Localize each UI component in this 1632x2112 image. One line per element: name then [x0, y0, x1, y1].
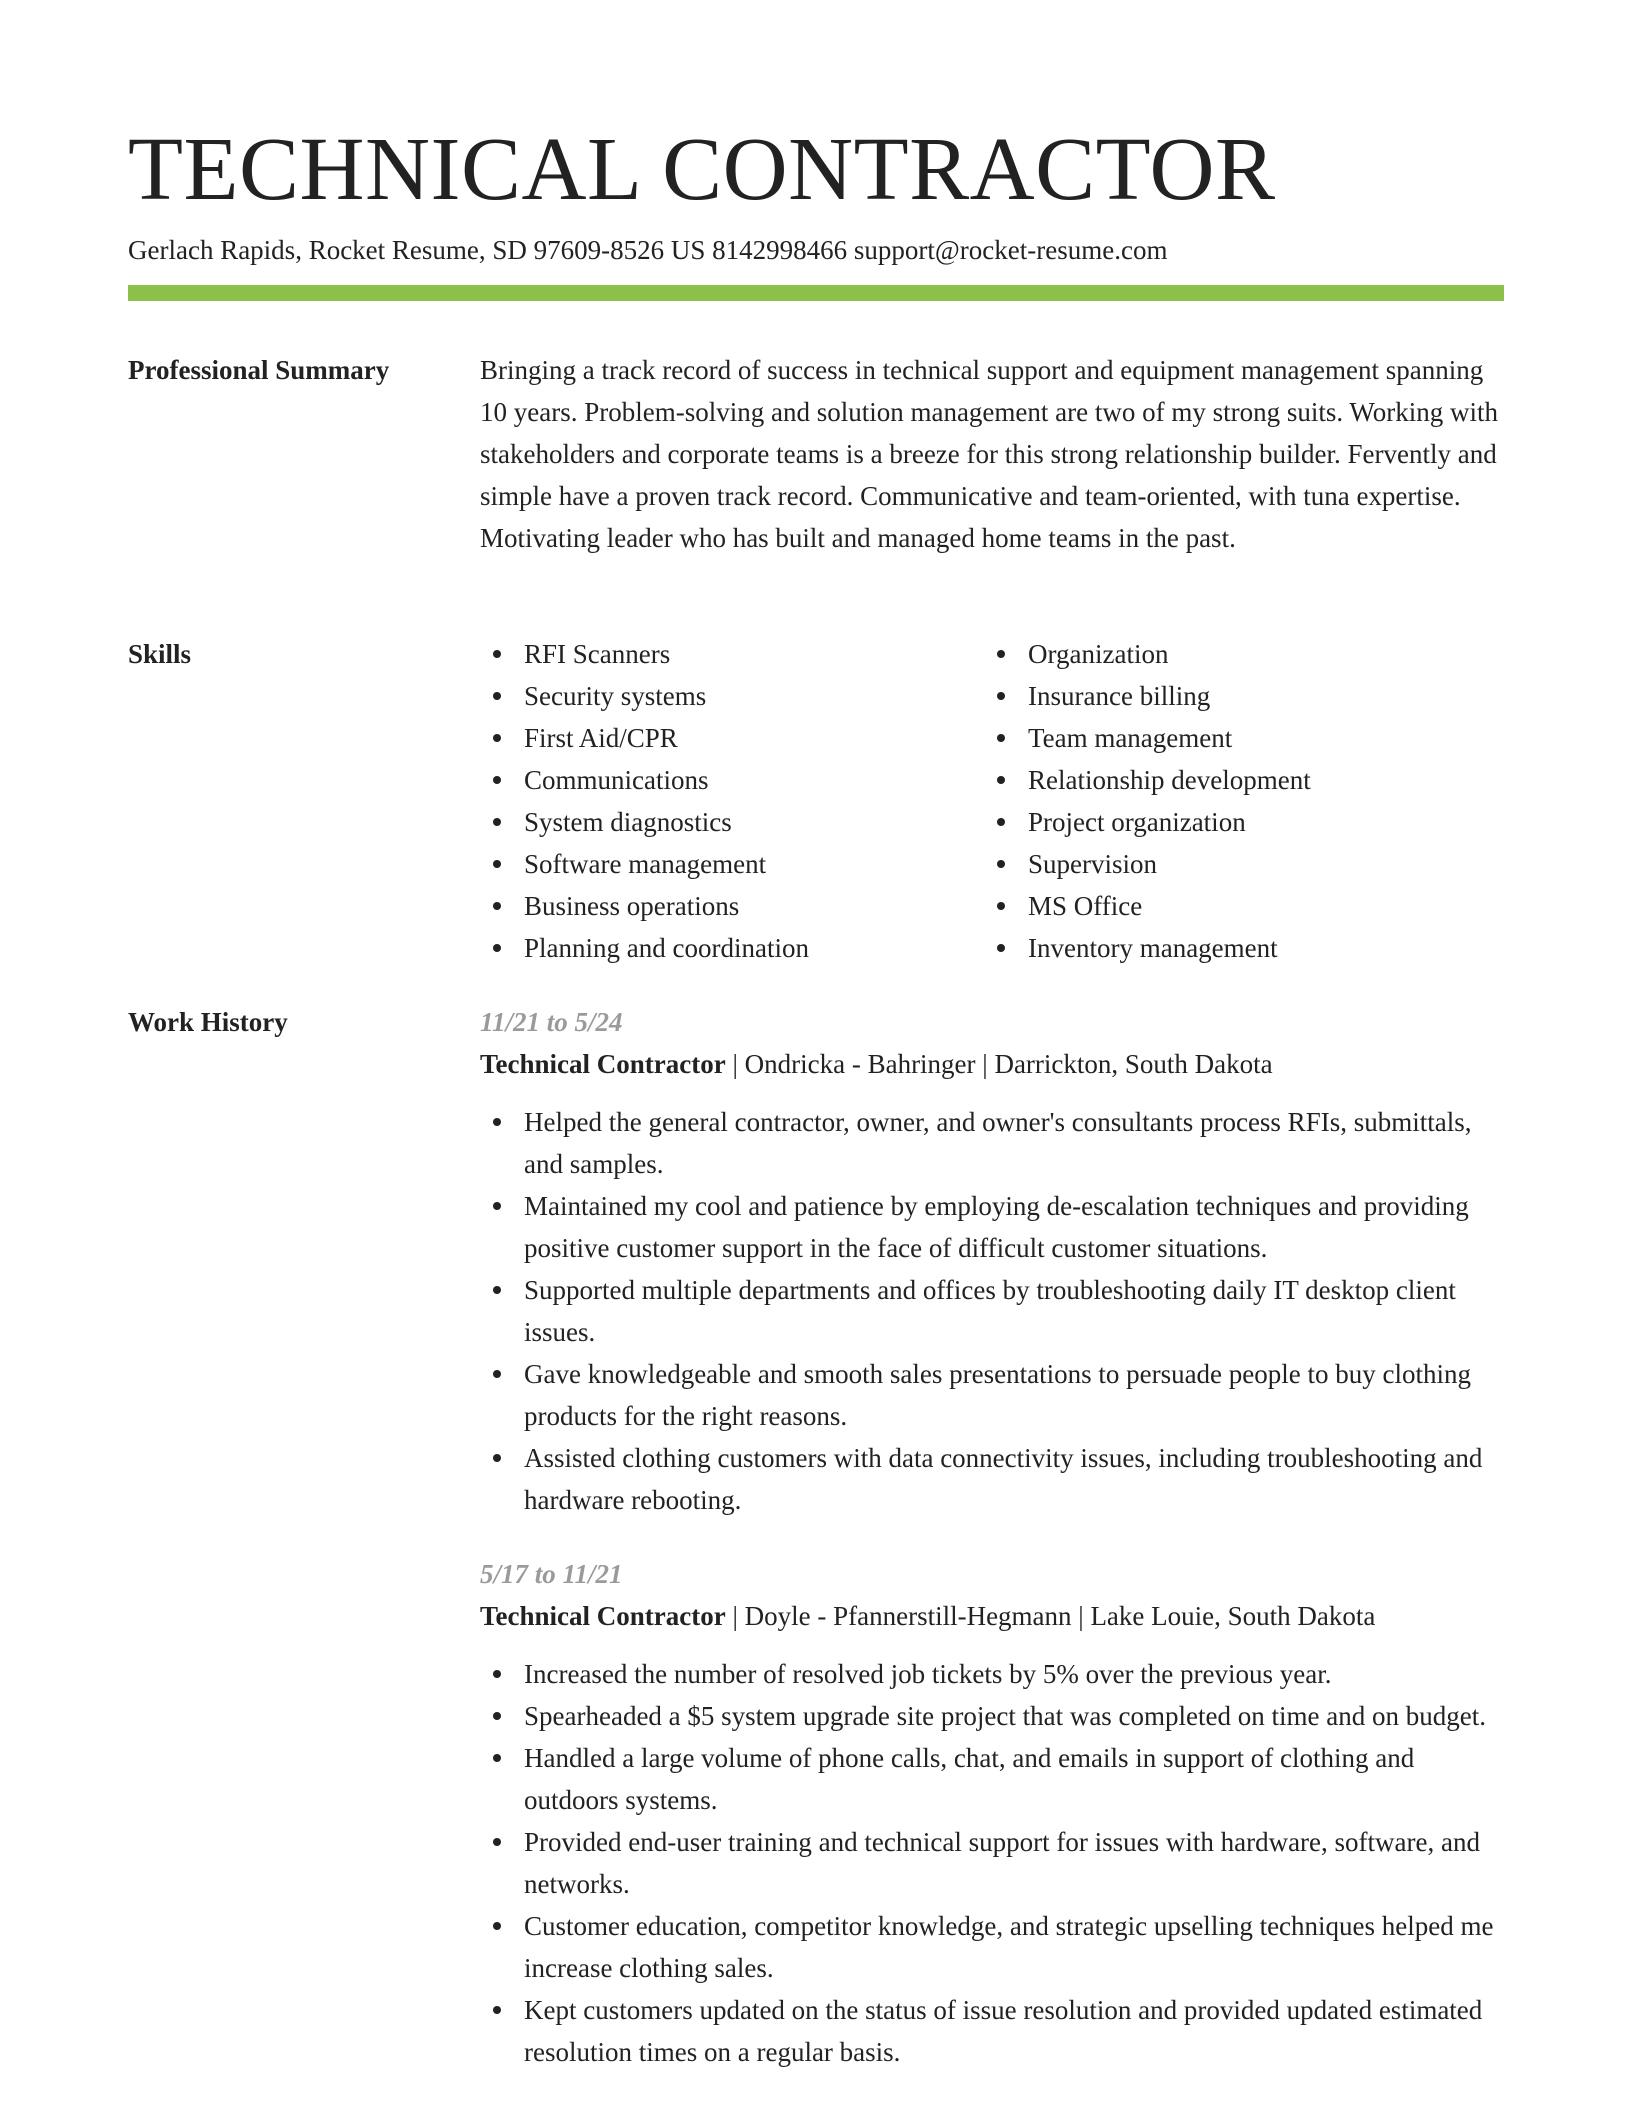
skill-item: Security systems [480, 675, 809, 717]
job-bullet: Customer education, competitor knowledge, and strategic upselling techniques helped me increase clothing sales. [480, 1905, 1504, 1989]
job-dates: 11/21 to 5/24 [480, 1007, 623, 1037]
job-heading [480, 1595, 1504, 1637]
skills-section [480, 633, 1504, 973]
job-bullet: Spearheaded a $5 system upgrade site project that was completed on time and on budget. [480, 1695, 1504, 1737]
job-bullet: Supported multiple departments and offices by troubleshooting daily IT desktop client issues. [480, 1269, 1504, 1353]
skills-list-right [984, 633, 1311, 969]
job-bullet: Kept customers updated on the status of issue resolution and provided updated estimated resolution times on a regular basis. [480, 1989, 1504, 2073]
job-bullet: Provided end-user training and technical support for issues with hardware, software, and networks. [480, 1821, 1504, 1905]
skill-item: System diagnostics [480, 801, 809, 843]
skill-item: Relationship development [984, 759, 1311, 801]
job-entry [480, 1001, 1504, 1521]
skill-item: Project organization [984, 801, 1311, 843]
header-accent-rule [128, 285, 1504, 301]
summary-text: Bringing a track record of success in technical support and equipment management spanning 10 years. Problem-solving and solution management are two of my strong suits. Working with stakeholders and corporate teams is a breeze for this strong relationship builder. Fervently and simple have a proven track record. Communicative and team-oriented, with tuna expertise. Motivating leader who has built and managed home teams in the past. [480, 355, 1498, 553]
job-bullet: Handled a large volume of phone calls, chat, and emails in support of clothing and outdoors systems. [480, 1737, 1504, 1821]
summary-label: Professional Summary [128, 355, 390, 385]
job-dates: 5/17 to 11/21 [480, 1559, 623, 1589]
job-title: Technical Contractor [480, 1049, 726, 1079]
skill-item: First Aid/CPR [480, 717, 809, 759]
skill-item: MS Office [984, 885, 1311, 927]
work-history-section [480, 1001, 1504, 2105]
summary-section [480, 349, 1504, 559]
skill-item: Business operations [480, 885, 809, 927]
skill-item: RFI Scanners [480, 633, 809, 675]
job-details: | Doyle - Pfannerstill-Hegmann | Lake Louie, South Dakota [725, 1601, 1376, 1631]
job-title: Technical Contractor [480, 1601, 726, 1631]
skill-item: Supervision [984, 843, 1311, 885]
skills-label: Skills [128, 639, 192, 669]
skill-item: Insurance billing [984, 675, 1311, 717]
skill-item: Planning and coordination [480, 927, 809, 969]
job-bullet: Helped the general contractor, owner, and owner's consultants process RFIs, submittals, and samples. [480, 1101, 1504, 1185]
job-bullet: Gave knowledgeable and smooth sales presentations to persuade people to buy clothing products for the right reasons. [480, 1353, 1504, 1437]
skill-item: Communications [480, 759, 809, 801]
skill-item: Organization [984, 633, 1311, 675]
work-history-label: Work History [128, 1007, 288, 1037]
job-heading [480, 1043, 1504, 1085]
skill-item: Team management [984, 717, 1311, 759]
job-bullet: Assisted clothing customers with data connectivity issues, including troubleshooting and hardware rebooting. [480, 1437, 1504, 1521]
skills-list-left [480, 633, 809, 969]
job-details: | Ondricka - Bahringer | Darrickton, South Dakota [725, 1049, 1273, 1079]
job-bullets [480, 1653, 1504, 2073]
resume-title: TECHNICAL CONTRACTOR [128, 120, 1276, 219]
skill-item: Software management [480, 843, 809, 885]
job-bullets [480, 1101, 1504, 1521]
job-entry [480, 1553, 1504, 2073]
skill-item: Inventory management [984, 927, 1311, 969]
contact-info: Gerlach Rapids, Rocket Resume, SD 97609-8526 US 8142998466 support@rocket-resume.com [128, 235, 1168, 265]
job-bullet: Maintained my cool and patience by employing de-escalation techniques and providing positive customer support in the face of difficult customer situations. [480, 1185, 1504, 1269]
job-bullet: Increased the number of resolved job tickets by 5% over the previous year. [480, 1653, 1504, 1695]
